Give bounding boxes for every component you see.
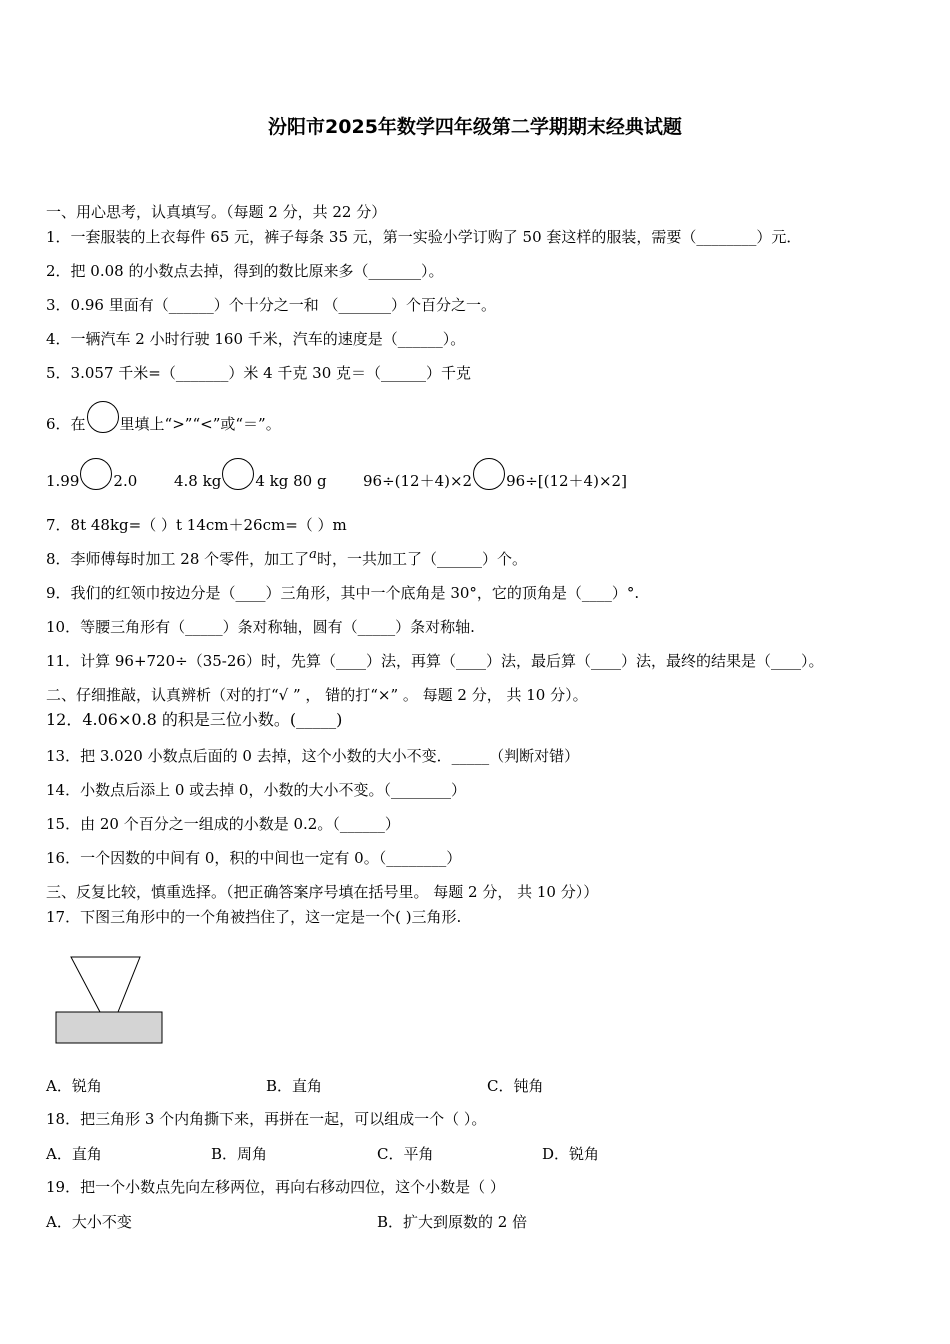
comparison-3 <box>363 466 627 498</box>
comparison-1-left: 1.99 <box>46 472 80 490</box>
comparison-2 <box>174 466 327 498</box>
q17-option-b[interactable]: B．直角 <box>266 1077 323 1095</box>
q18-option-b[interactable]: B．周角 <box>211 1145 268 1163</box>
comparison-2-left: 4.8 kg <box>174 472 222 490</box>
hidden-angle-triangle-figure <box>52 952 172 1048</box>
question-3: 3．0.96 里面有（______）个十分之一和 （_______）个百分之一。 <box>46 296 496 314</box>
question-1: 1．一套服装的上衣每件 65 元，裤子每条 35 元，第一实验小学订购了 50 套这样的服装，需要（________）元． <box>46 228 802 246</box>
comparison-1 <box>46 466 137 498</box>
covering-rectangle <box>56 1012 162 1043</box>
answer-circle-icon[interactable] <box>222 458 254 490</box>
q8-part-2: 时，一共加工了（______）个。 <box>316 550 527 568</box>
question-4: 4．一辆汽车 2 小时行驶 160 千米，汽车的速度是（______）。 <box>46 330 466 348</box>
q18-option-a[interactable]: A．直角 <box>46 1145 102 1163</box>
question-10: 10．等腰三角形有（_____）条对称轴，圆有（_____）条对称轴. <box>46 618 475 636</box>
question-11: 11．计算 96+720÷（35-26）时，先算（____）法，再算（____）法，最后算（____）法，最终的结果是（____）。 <box>46 652 824 670</box>
question-7: 7．8t 48kg=（ ）t 14cm＋26cm=（ ）m <box>46 516 347 534</box>
q19-option-a[interactable]: A．大小不变 <box>46 1213 132 1231</box>
q6-prefix: 6．在 <box>46 415 86 433</box>
question-2: 2．把 0.08 的小数点去掉，得到的数比原来多（_______）。 <box>46 262 444 280</box>
comparison-1-right: 2.0 <box>113 472 138 490</box>
section-3-heading: 三、反复比较，慎重选择。（把正确答案序号填在括号里。 每题 2 分， 共 10 分）） <box>46 883 599 901</box>
q18-option-d[interactable]: D．锐角 <box>542 1145 600 1163</box>
question-17: 17．下图三角形中的一个角被挡住了，这一定是一个( )三角形. <box>46 908 462 926</box>
question-16: 16．一个因数的中间有 0，积的中间也一定有 0。（________） <box>46 849 462 867</box>
answer-circle-icon[interactable] <box>473 458 505 490</box>
q8-part-1: 8．李师傅每时加工 28 个零件，加工了 <box>46 550 310 568</box>
question-14: 14．小数点后添上 0 或去掉 0，小数的大小不变。（________） <box>46 781 466 799</box>
page-title: 汾阳市2025年数学四年级第二学期期末经典试题 <box>268 116 682 138</box>
q18-option-c[interactable]: C．平角 <box>377 1145 434 1163</box>
triangle-shape <box>71 957 140 1012</box>
section-1-heading: 一、用心思考，认真填写。（每题 2 分，共 22 分） <box>46 203 387 221</box>
comparison-3-left: 96÷(12＋4)×2 <box>363 472 473 490</box>
question-15: 15．由 20 个百分之一组成的小数是 0.2。（______） <box>46 815 400 833</box>
question-5: 5．3.057 千米=（_______）米 4 千克 30 克＝（______）千克 <box>46 364 472 382</box>
q17-option-a[interactable]: A．锐角 <box>46 1077 102 1095</box>
compare-circle-icon <box>87 401 119 433</box>
question-12: 12．4.06×0.8 的积是三位小数。(_____) <box>46 710 343 729</box>
q8-variable: a <box>309 547 317 562</box>
section-2-heading: 二、仔细推敲，认真辨析（对的打“√ ” ， 错的打“×” 。 每题 2 分， 共 10 分）。 <box>46 686 588 704</box>
question-8 <box>46 549 527 571</box>
question-19: 19．把一个小数点先向左移两位，再向右移动四位，这个小数是（ ） <box>46 1178 505 1196</box>
question-6 <box>46 409 281 441</box>
answer-circle-icon[interactable] <box>80 458 112 490</box>
q17-option-c[interactable]: C．钝角 <box>487 1077 544 1095</box>
question-9: 9．我们的红领巾按边分是（____）三角形，其中一个底角是 30°，它的顶角是（____）°. <box>46 584 640 602</box>
q19-option-b[interactable]: B．扩大到原数的 2 倍 <box>377 1213 528 1231</box>
comparison-3-right: 96÷[(12＋4)×2] <box>506 472 627 490</box>
q6-suffix: 里填上“>”“<”或“＝”。 <box>119 415 281 433</box>
question-18: 18．把三角形 3 个内角撕下来，再拼在一起，可以组成一个（ ）。 <box>46 1110 487 1128</box>
comparison-2-right: 4 kg 80 g <box>255 472 327 490</box>
question-13: 13．把 3.020 小数点后面的 0 去掉，这个小数的大小不变．_____（判断对错） <box>46 747 580 765</box>
